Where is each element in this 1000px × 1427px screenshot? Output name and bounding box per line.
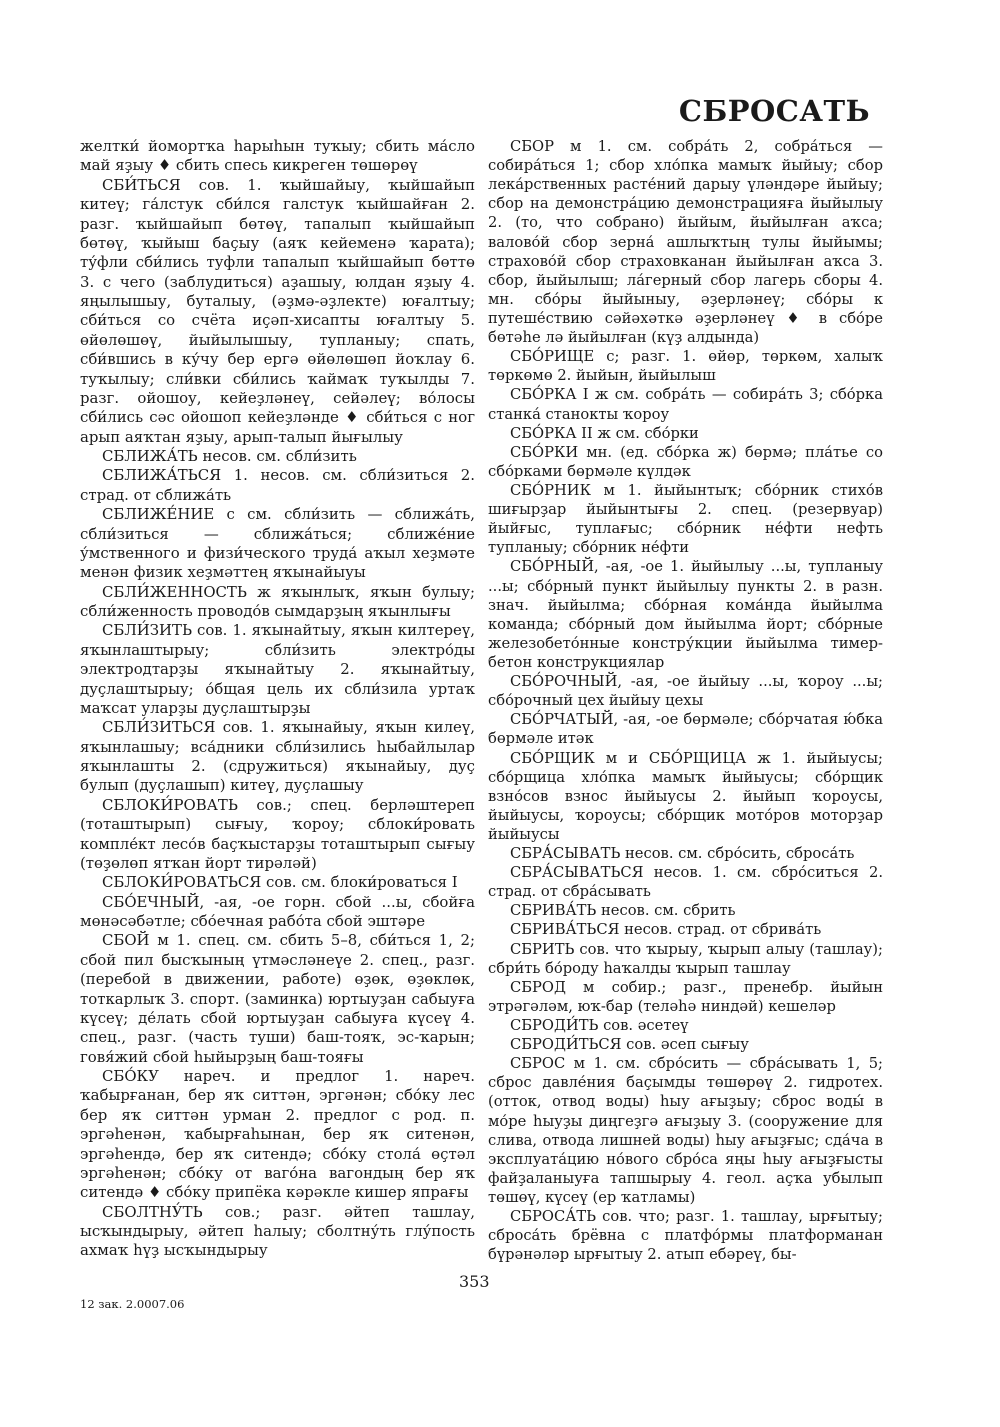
- dictionary-entry: СБЛИ́ЗИТЬ сов. 1. яҡынайтыу, яҡын килтереү, яҡынлаштырыу; сбли́зить электро́ды электродтарҙы яҡынайтыу 2. яҡынайтыу, дуҫлаштырыу; о́бщая цель их сбли́зила уртаҡ маҡсат уларҙы дуҫлаштырҙы: [80, 621, 475, 717]
- dictionary-entry: СБРОС м 1. см. сбро́сить — сбра́сывать 1, 5; сброс давле́ния баҫымды төшөрөү 2. гидротех. (отток, отвод воды) һыу ағыҙыу; сброс воды́ в мо́ре һыуҙы диңгеҙгә ағыҙыу 3. (сооружение для слива, отвода лишней воды) һыу ағыҙғыс; сда́ча в эксплуата́цию но́вого сбро́са яңы һыу ағыҙғысты файҙаланыуға тапшырыу 4. геол. аҫҡа убылып төшөү, күсеү (ер ҡатламы): [488, 1055, 883, 1207]
- dictionary-entry: СБО́РНИК м 1. йыйынтыҡ; сбо́рник стихо́в шиғырҙар йыйынтығы 2. спец. (резервуар) йыйғыс, туплағыс; сбо́рник не́фти нефть тупланыу; сбо́рник не́фти: [488, 481, 883, 557]
- dictionary-entry: СБО́РЩИК м и СБО́РЩИЦА ж 1. йыйыусы; сбо́рщица хло́пка мамыҡ йыйыусы; сбо́рщик взно́сов взнос йыйыусы 2. йыйып ҡороусы, йыйыусы, ҡороусы; сбо́рщик мото́ров моторҙар йыйыусы: [488, 749, 883, 843]
- dictionary-entry: СБРИВА́ТЬ несов. см. сбрить: [510, 902, 736, 920]
- dictionary-entry: СБО́РЧАТЫЙ, -ая, -ое бөрмәле; сбо́рчатая ю́бка бөрмәле итәк: [488, 711, 883, 748]
- dictionary-entry: СБЛИ́ЗИТЬСЯ сов. 1. яҡынайыу, яҡын килеү, яҡынлашыу; вса́дники сбли́зились һыбайлылар яҡынлашты 2. (сдружиться) яҡынайыу, дуҫ булып (дуҫлашып) китеү, дуҫлашыу: [80, 718, 475, 795]
- dictionary-entry: СБЛОКИ́РОВАТЬСЯ сов. см. блоки́роваться I: [102, 873, 458, 892]
- dictionary-entry: СБЛИ́ЖЕННОСТЬ ж яҡынлыҡ, яҡын булыу; сбли́женность проводо́в сымдарҙың яҡынлығы: [80, 582, 475, 620]
- dictionary-entry: СБРОСА́ТЬ сов. что; разг. 1. ташлау, ырғытыу; сброса́ть брёвна с платфо́рмы платформанан бүрәнәләр ырғытыу 2. атып ебәреү, бы-: [488, 1208, 883, 1264]
- dictionary-entry: СБРА́СЫВАТЬСЯ несов. 1. см. сбро́ситься 2. страд. от сбра́сывать: [488, 864, 883, 901]
- dictionary-entry: СБРИВА́ТЬСЯ несов. страд. от сбрива́ть: [510, 921, 822, 939]
- dictionary-entry: желтки́ йомортҡа һарыһын туҡыу; сбить ма́сло май яҙыу ♦ сбить спесь кикреген төшөрөү: [80, 137, 475, 175]
- dictionary-entry: СБОЛТНУ́ТЬ сов.; разг. әйтеп ташлау, ысҡындырыу, әйтеп һалыу; сболтну́ть глу́пость ахмаҡ һүҙ ысҡындырыу: [80, 1202, 475, 1260]
- dictionary-entry: СБЛИЖЕ́НИЕ с см. сбли́зить — сближа́ть, сбли́зиться — сближа́ться; сближе́ние у́мственного и физи́ческого труда́ аҡыл хеҙмәте менән физик хеҙмәттең яҡынайыуы: [80, 505, 475, 582]
- dictionary-entry: СБЛИЖА́ТЬ несов. см. сбли́зить: [102, 447, 357, 465]
- page-number: 353: [459, 1272, 490, 1291]
- dictionary-entry: СБО́КУ нареч. и предлог 1. нареч. ҡабырғанан, бер яҡ ситтән, эргәнән; сбо́ку лес бер яҡ ситтән урман 2. предлог с род. п. эргәһенән, ҡабырғаһынан, бер яҡ ситенән, эргәһендә, бер яҡ ситендә; сбо́ку стола́ өҫтәл эргәһенән; сбо́ку от ваго́на вагондың бер яҡ ситендә ♦ сбо́ку припёка кәрәкле кишер япрағы: [80, 1067, 475, 1202]
- dictionary-entry: СБОР м 1. см. собра́ть 2, собра́ться — собира́ться 1; сбор хло́пка мамыҡ йыйыу; сбор лека́рственных расте́ний дарыу үләндәре йыйыу; сбор на демонстра́цию демонстрацияға йыйылыу 2. (то, что собрано) йыйым, йыйылған аҡса; валово́й сбор зерна́ ашлыҡтың тулы йыйымы; страхово́й сбор страховканан йыйылған аҡса 3. сбор, йыйылыш; ла́герный сбор лагерь сборы 4. мн. сбо́ры йыйыныу, әҙерләнеү; сбо́ры к путеше́ствию сәйәхәткә әҙерләнеү ♦ в сбо́ре бөтәһе лә йыйылған (күҙ алдында): [488, 138, 883, 347]
- right-column: [488, 137, 883, 1264]
- dictionary-entry: СБРОД м собир.; разг., пренебр. йыйын этрәгәләм, юҡ-бар (теләһә ниндәй) кешеләр: [488, 978, 883, 1015]
- dictionary-entry: СБО́РНЫЙ, -ая, -ое 1. йыйылыу ...ы, тупланыу ...ы; сбо́рный пункт йыйылыу пункты 2. в разн. знач. йыйылма; сбо́рная кома́нда йыйылма команда; сбо́рный дом йыйылма йорт; сбо́рные железобето́нные констру́кции йыйылма тимер-бетон конструкциялар: [488, 558, 883, 671]
- dictionary-entry: СБЛОКИ́РОВАТЬ сов.; спец. берләштереп (тоташтырып) сығыу, ҡороу; сблоки́ровать компле́кт лесо́в баҫҡыстарҙы тоташтырып сығыу (төҙөлөп ятҡан йорт тирәләй): [80, 795, 475, 872]
- print-mark: 12 зак. 2.0007.06: [80, 1297, 185, 1311]
- dictionary-entry: СБО́РОЧНЫЙ, -ая, -ое йыйыу ...ы, ҡороу ...ы; сбо́рочный цех йыйыу цехы: [488, 673, 883, 710]
- dictionary-entry: СБРОДИ́ТЬ сов. әсетеү: [510, 1017, 689, 1035]
- dictionary-entry: СБИ́ТЬСЯ сов. 1. ҡыйшайыу, ҡыйшайып китеү; га́лстук сби́лся галстук ҡыйшайған 2. разг. ҡыйшайып бөтөү, тапалып ҡыйшайып бөтөү, ҡыйыш баҫыу (аяҡ кейеменә ҡарата); ту́фли сби́лись туфли тапалып ҡыйшайып бөттө 3. с чего (заблудиться) аҙашыу, юлдан яҙыу 4. яңылышыу, буталыу, (әҙмә-әҙлекте) юғалтыу; сби́ться со счёта иҫәп-хисапты юғалтыу 5. өйөлөшөү, йыйылышыу, тупланыу; спать, сби́вшись в ку́чу бер ергә өйөлөшөп йоҡлау 6. туҡылыу; сли́вки сби́лись ҡаймаҡ туҡылды 7. разг. ойошоу, кейеҙләнеү, сейәлеү; во́лосы сби́лись сәс ойошоп кейеҙләнде ♦ сби́ться с ног арып аяҡтан яҙыу, арып-талып йығылыу: [80, 175, 475, 446]
- dictionary-entry: СБРИТЬ сов. что ҡырыу, ҡырып алыу (ташлау); сбри́ть бо́роду һаҡалды ҡырып ташлау: [488, 940, 883, 977]
- left-column: [80, 137, 475, 1261]
- page-header: СБРОСАТЬ: [678, 94, 870, 128]
- dictionary-entry: СБО́ЕЧНЫЙ, -ая, -ое горн. сбой ...ы, сбойға мөнәсәбәтле; сбо́ечная рабо́та сбой эштәре: [80, 892, 475, 930]
- dictionary-entry: СБО́РКА I ж см. собра́ть — собира́ть 3; сбо́рка станка́ станокты ҡороу: [488, 386, 883, 423]
- dictionary-entry: СБО́РКИ мн. (ед. сбо́рка ж) бөрмә; пла́тье со сбо́рками бөрмәле күлдәк: [488, 443, 883, 480]
- dictionary-entry: СБО́РКА II ж см. сбо́рки: [510, 424, 699, 442]
- dictionary-entry: СБО́РИЩЕ с; разг. 1. өйөр, төркөм, халыҡ төркөмө 2. йыйын, йыйылыш: [488, 348, 883, 385]
- dictionary-entry: СБРОДИ́ТЬСЯ сов. әсеп сығыу: [510, 1036, 749, 1054]
- dictionary-entry: СБОЙ м 1. спец. см. сбить 5–8, сби́ться 1, 2; сбой пил бысҡының үтмәсләнеүе 2. спец., разг. (перебой в движении, работе) өҙөк, өҙөклөк, тоткарлыҡ 3. спорт. (заминка) юртыуҙан сабыуға күсеү; де́лать сбой юртыуҙан сабыуға күсеү 4. спец., разг. (часть туши) баш-тояҡ, эс-ҡарын; говя́жий сбой һыйырҙың баш-тояғы: [80, 931, 475, 1066]
- dictionary-entry: СБЛИЖА́ТЬСЯ 1. несов. см. сбли́зиться 2. страд. от сближа́ть: [80, 466, 475, 504]
- dictionary-entry: СБРА́СЫВАТЬ несов. см. сбро́сить, сброса́ть: [510, 845, 855, 863]
